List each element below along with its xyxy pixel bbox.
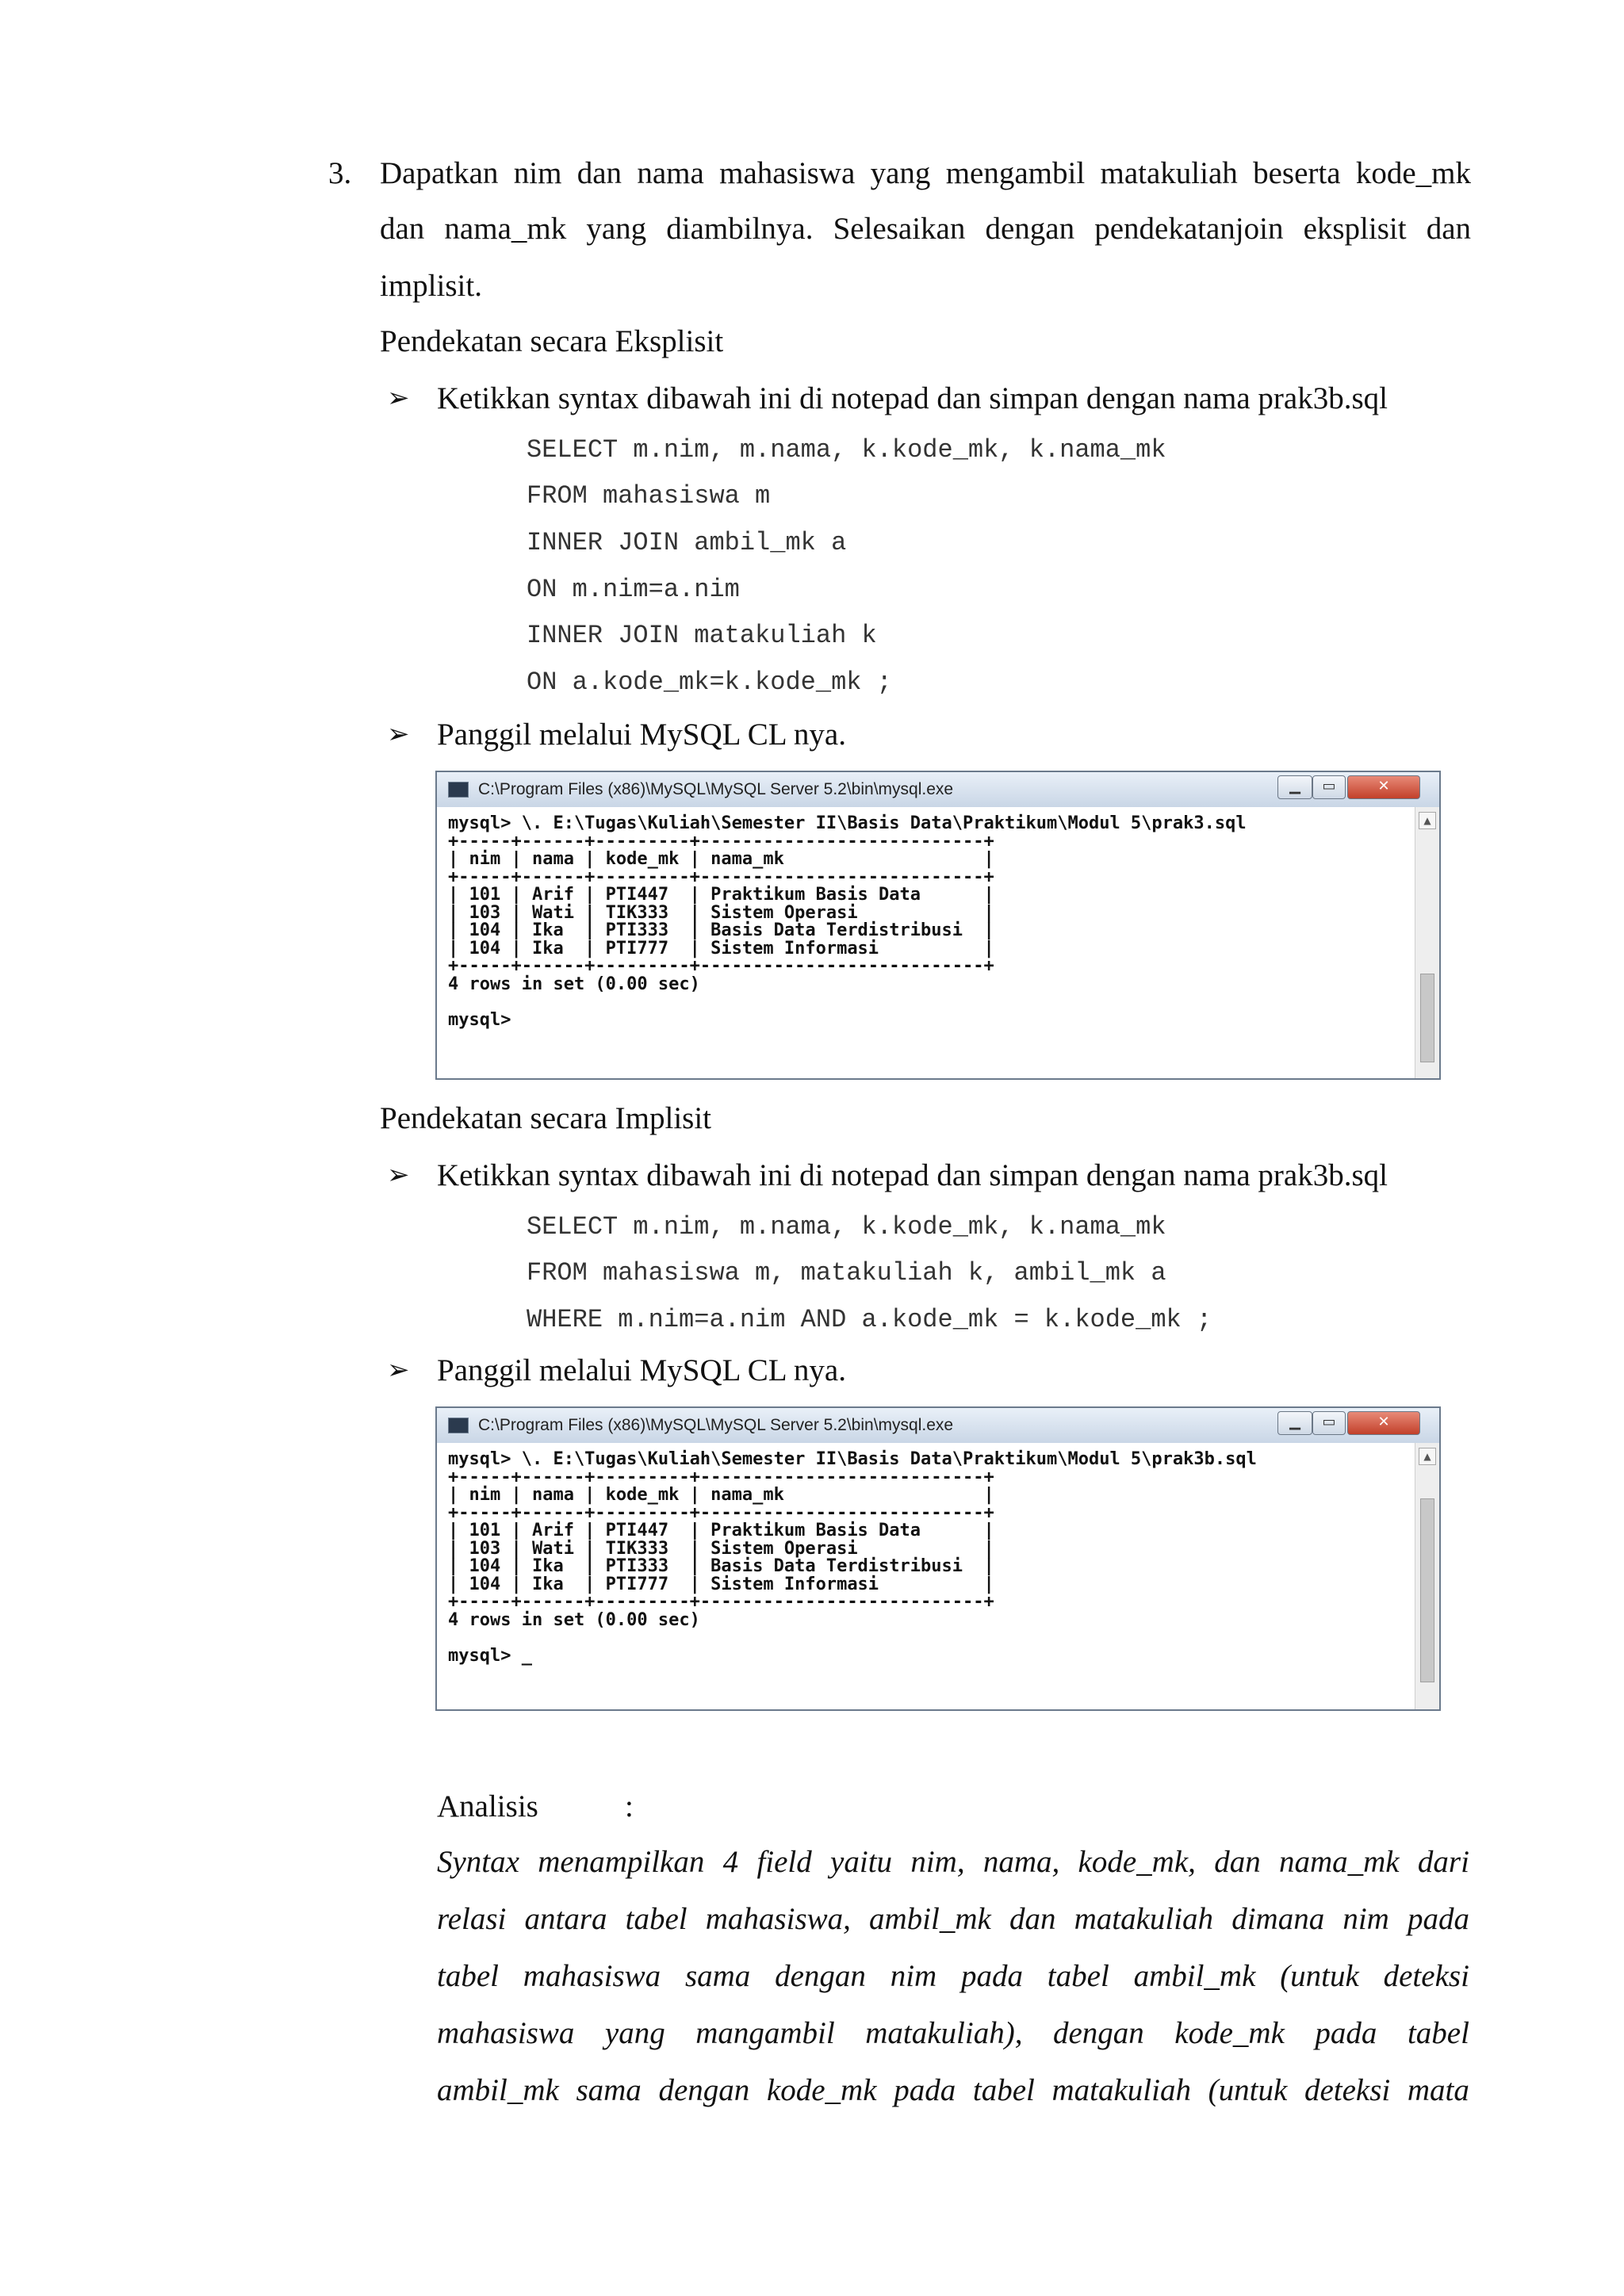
mysql-console-window-explicit — [435, 771, 1441, 1080]
close-button[interactable]: ✕ — [1347, 775, 1420, 799]
word: eksplisit — [1303, 212, 1407, 246]
word: pada — [894, 2073, 956, 2107]
analysis-line-2 — [437, 1900, 1469, 1939]
window-title: C:\Program Files (x86)\MySQL\MySQL Server 5.2\bin\mysql.exe — [478, 1416, 954, 1434]
word: mengambil — [945, 156, 1086, 190]
word: yang — [586, 212, 647, 246]
word: deteksi — [1304, 2073, 1391, 2107]
console-line: | 104 | Ika | PTI777 | Sistem Informasi | — [448, 938, 994, 959]
implicit-code-line: FROM mahasiswa m, matakuliah k, ambil_mk a — [527, 1258, 1166, 1288]
console-line: | 103 | Wati | TIK333 | Sistem Operasi | — [448, 902, 994, 923]
word: nim — [513, 156, 562, 190]
word: nama_mk — [1278, 1845, 1400, 1879]
minimize-button[interactable]: ▁ — [1277, 1411, 1312, 1435]
explicit-heading: Pendekatan secara Eksplisit — [380, 324, 724, 358]
word: tabel — [437, 1959, 499, 1993]
window-titlebar — [437, 772, 1439, 808]
analysis-colon: : — [625, 1789, 634, 1823]
explicit-code-line: ON a.kode_mk=k.kode_mk ; — [527, 668, 892, 697]
implicit-step-call-mysql: Panggil melalui MySQL CL nya. — [437, 1353, 846, 1387]
console-body[interactable] — [437, 807, 1439, 1078]
maximize-button[interactable]: ▭ — [1312, 1411, 1346, 1435]
word: dan — [1214, 1845, 1261, 1879]
arrow-bullet-icon: ➢ — [387, 1356, 410, 1385]
word: deteksi — [1383, 1959, 1469, 1993]
console-line: mysql> \. E:\Tugas\Kuliah\Semester II\Basis Data\Praktikum\Modul 5\prak3b.sql — [448, 1449, 1257, 1469]
console-line — [448, 1629, 1257, 1647]
console-line: +-----+------+---------+---------------------------+ — [448, 1592, 994, 1612]
word: 4 — [722, 1845, 739, 1879]
console-line: +-----+------+---------+---------------------------+ — [448, 831, 994, 851]
console-line: | 104 | Ika | PTI777 | Sistem Informasi | — [448, 1574, 994, 1594]
console-line: | 101 | Arif | PTI447 | Praktikum Basis Data | — [448, 1521, 994, 1540]
word: Selesaikan — [833, 212, 966, 246]
console-line: +-----+------+---------+---------------------------+ — [448, 1467, 994, 1487]
word: nama_mk — [444, 212, 567, 246]
word: dengan — [1052, 2016, 1144, 2050]
console-line: mysql> — [448, 1009, 511, 1030]
word: matakuliah — [1051, 2073, 1191, 2107]
word: relasi — [437, 1902, 507, 1936]
word: field — [756, 1845, 812, 1879]
console-line: +-----+------+---------+---------------------------+ — [448, 956, 994, 976]
word: pada — [961, 1959, 1023, 1993]
question-line-3: implisit. — [380, 269, 482, 303]
word: mangambil — [695, 2016, 835, 2050]
question-line-2 — [380, 209, 1471, 249]
analysis-line-1 — [437, 1843, 1469, 1882]
word: dengan — [775, 1959, 866, 1993]
word: nim — [1342, 1902, 1389, 1936]
console-body[interactable] — [437, 1443, 1439, 1709]
word: matakuliah — [1100, 156, 1238, 190]
word: pendekatanjoin — [1094, 212, 1284, 246]
word: nama — [637, 156, 704, 190]
word: yang — [870, 156, 931, 190]
console-line: 4 rows in set (0.00 sec) — [448, 974, 700, 994]
close-button[interactable]: ✕ — [1347, 1411, 1420, 1435]
word: ambil_mk — [437, 2073, 559, 2107]
scroll-up-arrow-icon[interactable]: ▲ — [1419, 812, 1436, 829]
analysis-line-4 — [437, 2014, 1469, 2053]
word: ambil_mk — [1133, 1959, 1256, 1993]
word: tabel — [1047, 1959, 1109, 1993]
word: pada — [1407, 1902, 1469, 1936]
console-line: | 101 | Arif | PTI447 | Praktikum Basis Data | — [448, 885, 994, 905]
explicit-code-line: INNER JOIN ambil_mk a — [527, 528, 847, 557]
window-title: C:\Program Files (x86)\MySQL\MySQL Server 5.2\bin\mysql.exe — [478, 780, 954, 798]
console-line: +-----+------+---------+---------------------------+ — [448, 1502, 994, 1523]
word: (untuk — [1280, 1959, 1359, 1993]
word: kode_mk — [766, 2073, 877, 2107]
word: dengan — [985, 212, 1075, 246]
word: (untuk — [1208, 2073, 1288, 2107]
console-line: 4 rows in set (0.00 sec) — [448, 1609, 700, 1630]
explicit-step-call-mysql: Panggil melalui MySQL CL nya. — [437, 718, 846, 752]
word: kode_mk — [1174, 2016, 1285, 2050]
word: Syntax — [437, 1845, 519, 1879]
word: nim — [890, 1959, 937, 1993]
word: dan — [576, 156, 622, 190]
word: menampilkan — [538, 1845, 705, 1879]
arrow-bullet-icon: ➢ — [387, 720, 410, 749]
explicit-step-type-syntax: Ketikkan syntax dibawah ini di notepad dan simpan dengan nama prak3b.sql — [437, 381, 1388, 415]
word: dimana — [1231, 1902, 1325, 1936]
vertical-scrollbar[interactable] — [1415, 1443, 1439, 1709]
word: nim, — [910, 1845, 965, 1879]
explicit-code-line: ON m.nim=a.nim — [527, 575, 740, 604]
console-output — [448, 815, 1247, 1029]
console-app-icon — [448, 782, 469, 798]
word: mahasiswa — [719, 156, 856, 190]
vertical-scrollbar[interactable] — [1415, 807, 1439, 1078]
word: matakuliah), — [865, 2016, 1023, 2050]
word: matakuliah — [1074, 1902, 1214, 1936]
explicit-code-line: SELECT m.nim, m.nama, k.kode_mk, k.nama_mk — [527, 435, 1166, 465]
word: mahasiswa, — [705, 1902, 851, 1936]
word: sama — [576, 2073, 642, 2107]
item-number: 3. — [328, 156, 352, 190]
word: tabel — [625, 1902, 688, 1936]
word: dan — [1009, 1902, 1056, 1936]
word: dengan — [658, 2073, 750, 2107]
analysis-line-3 — [437, 1957, 1469, 1996]
word: diambilnya. — [666, 212, 814, 246]
scrollbar-thumb[interactable] — [1420, 974, 1434, 1062]
console-line: | 103 | Wati | TIK333 | Sistem Operasi | — [448, 1538, 994, 1559]
explicit-code-line: INNER JOIN matakuliah k — [527, 621, 877, 650]
word: mahasiswa — [523, 1959, 661, 1993]
scroll-up-arrow-icon[interactable]: ▲ — [1419, 1448, 1436, 1465]
console-output — [448, 1451, 1257, 1665]
console-line — [448, 993, 1247, 1012]
word: mahasiswa — [437, 2016, 575, 2050]
implicit-code-line: WHERE m.nim=a.nim AND a.kode_mk = k.kode_mk ; — [527, 1305, 1212, 1334]
console-line: mysql> _ — [448, 1645, 532, 1666]
word: antara — [524, 1902, 607, 1936]
word: ambil_mk — [869, 1902, 991, 1936]
minimize-button[interactable]: ▁ — [1277, 775, 1312, 799]
word: nama, — [982, 1845, 1060, 1879]
analysis-line-5 — [437, 2071, 1469, 2110]
word: tabel — [972, 2073, 1035, 2107]
console-line: | 104 | Ika | PTI333 | Basis Data Terdistribusi | — [448, 1556, 994, 1576]
arrow-bullet-icon: ➢ — [387, 1161, 410, 1190]
word: mata — [1407, 2073, 1469, 2107]
maximize-button[interactable]: ▭ — [1312, 775, 1346, 799]
explicit-code-line: FROM mahasiswa m — [527, 481, 771, 511]
word: kode_mk, — [1078, 1845, 1196, 1879]
word: yang — [604, 2016, 665, 2050]
arrow-bullet-icon: ➢ — [387, 384, 410, 413]
implicit-heading: Pendekatan secara Implisit — [380, 1101, 712, 1135]
console-line: | 104 | Ika | PTI333 | Basis Data Terdistribusi | — [448, 920, 994, 940]
analysis-label: Analisis — [437, 1789, 538, 1823]
word: dari — [1417, 1845, 1469, 1879]
console-app-icon — [448, 1418, 469, 1433]
word: dan — [380, 212, 425, 246]
word: pada — [1315, 2016, 1377, 2050]
implicit-code-line: SELECT m.nim, m.nama, k.kode_mk, k.nama_mk — [527, 1212, 1166, 1242]
console-line: +-----+------+---------+---------------------------+ — [448, 867, 994, 887]
word: dan — [1426, 212, 1471, 246]
word: yaitu — [830, 1845, 893, 1879]
word: Dapatkan — [380, 156, 499, 190]
implicit-step-type-syntax: Ketikkan syntax dibawah ini di notepad dan simpan dengan nama prak3b.sql — [437, 1158, 1388, 1192]
console-line: mysql> \. E:\Tugas\Kuliah\Semester II\Basis Data\Praktikum\Modul 5\prak3.sql — [448, 813, 1247, 833]
mysql-console-window-implicit — [435, 1406, 1441, 1711]
word: tabel — [1407, 2016, 1469, 2050]
word: beserta — [1253, 156, 1341, 190]
question-line-1 — [380, 154, 1471, 193]
word: kode_mk — [1355, 156, 1471, 190]
word: sama — [684, 1959, 751, 1993]
scrollbar-thumb[interactable] — [1420, 1498, 1434, 1682]
console-line: | nim | nama | kode_mk | nama_mk | — [448, 1485, 994, 1505]
console-line: | nim | nama | kode_mk | nama_mk | — [448, 849, 994, 869]
window-titlebar — [437, 1408, 1439, 1444]
